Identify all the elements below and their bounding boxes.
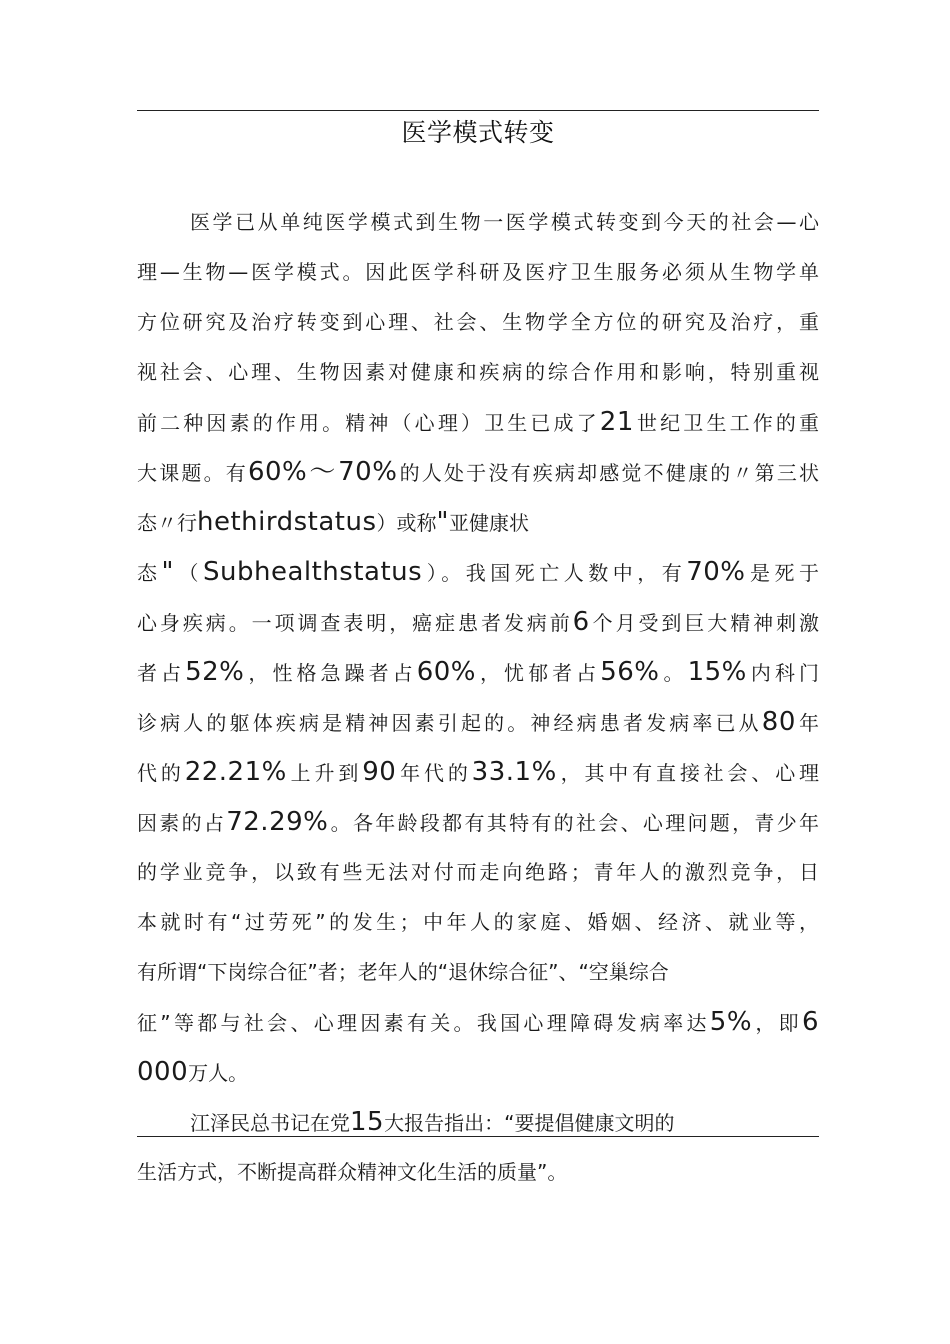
paragraph-2-line: 江泽民总书记在党15大报告指出：“要提倡健康文明的	[190, 1107, 675, 1137]
paragraph-1-line: 诊病人的躯体疾病是精神因素引起的。神经病患者发病率已从80年	[137, 707, 820, 737]
paragraph-1-line: 医学已从单纯医学模式到生物一医学模式转变到今天的社会—心	[190, 210, 819, 234]
bottom-rule	[137, 1136, 819, 1137]
paragraph-1-line: 本就时有“过劳死”的发生；中年人的家庭、婚姻、经济、就业等，	[137, 910, 819, 934]
paragraph-1-line: 征”等都与社会、心理因素有关。我国心理障碍发病率达5%，即6	[137, 1007, 819, 1037]
paragraph-1-line: 的学业竞争，以致有些无法对付而走向绝路；青年人的激烈竞争，日	[137, 860, 819, 884]
paragraph-1-line: 视社会、心理、生物因素对健康和疾病的综合作用和影响，特别重视	[137, 360, 819, 384]
paragraph-1-line: 心身疾病。一项调查表明，癌症患者发病前6个月受到巨大精神刺激	[137, 607, 820, 637]
paragraph-1-line: 态〃行hethirdstatus）或称"亚健康状	[137, 507, 529, 537]
paragraph-1-line: 000万人。	[137, 1057, 249, 1087]
paragraph-1-line: 态"（Subhealthstatus）。我国死亡人数中，有70%是死于	[137, 557, 820, 587]
paragraph-1-line: 理—生物—医学模式。因此医学科研及医疗卫生服务必须从生物学单	[137, 260, 819, 284]
paragraph-1-line: 代的22.21%上升到90年代的33.1%，其中有直接社会、心理	[137, 757, 820, 787]
paragraph-1-line: 因素的占72.29%。各年龄段都有其特有的社会、心理问题，青少年	[137, 807, 820, 837]
paragraph-1-line: 者占52%，性格急躁者占60%，忧郁者占56%。15%内科门	[137, 657, 820, 687]
paragraph-1-line: 方位研究及治疗转变到心理、社会、生物学全方位的研究及治疗，重	[137, 310, 819, 334]
paragraph-1-line: 前二种因素的作用。精神（心理）卫生已成了21世纪卫生工作的重	[137, 407, 820, 437]
paragraph-1-line: 大课题。有60%〜70%的人处于没有疾病却感觉不健康的〃第三状	[137, 457, 820, 487]
paragraph-1-line: 有所谓“下岗综合征”者；老年人的“退休综合征”、“空巢综合	[137, 960, 669, 984]
paragraph-2-line: 生活方式，不断提高群众精神文化生活的质量”。	[137, 1160, 568, 1184]
top-rule	[137, 110, 819, 111]
document-title: 医学模式转变	[401, 118, 555, 147]
